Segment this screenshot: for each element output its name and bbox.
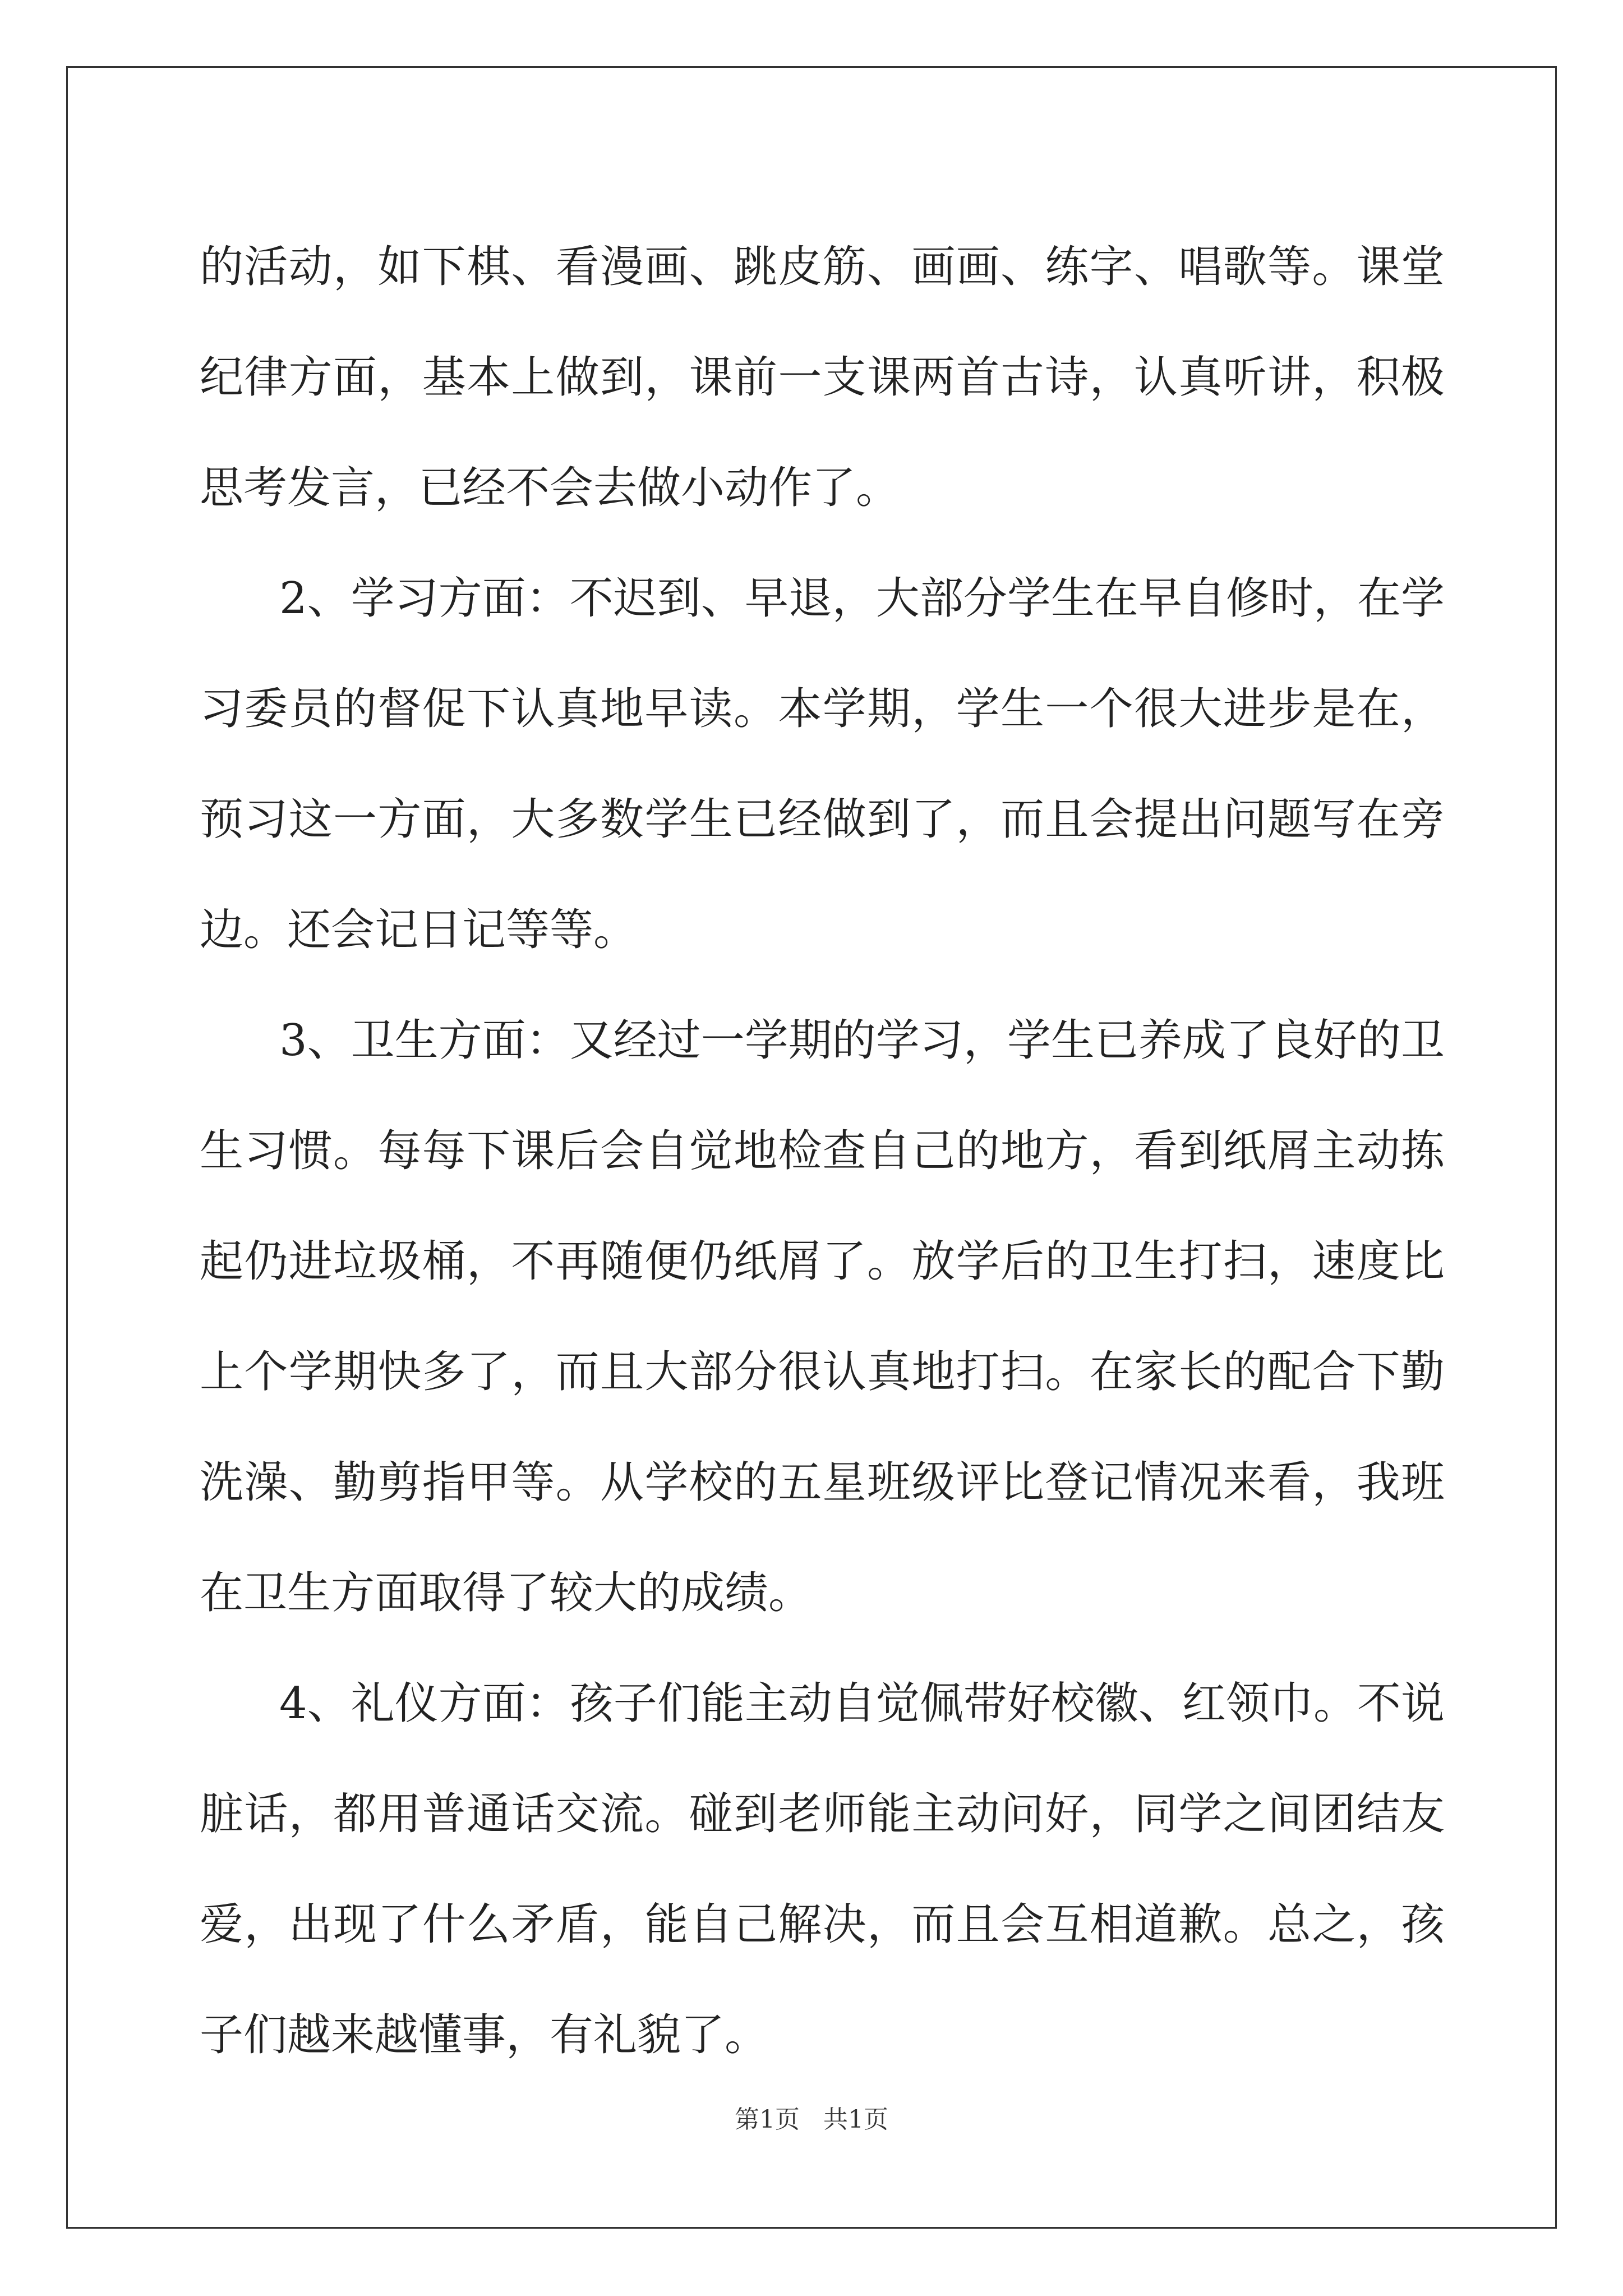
paragraph-etiquette: 4、礼仪方面：孩子们能主动自觉佩带好校徽、红领巾。不说脏话，都用普通话交流。碰到老师能主动问好，同学之间团结友爱，出现了什么矛盾，能自己解决，而且会互相道歉。总之，孩子们越来越懂事，有礼貌了。 <box>200 1678 1445 2060</box>
document-body <box>200 212 1445 2091</box>
page-total: 共1页 <box>823 2105 888 2134</box>
paragraph-hygiene: 3、卫生方面：又经过一学期的学习，学生已养成了良好的卫生习惯。每每下课后会自觉地检查自己的地方，看到纸屑主动拣起仍进垃圾桶，不再随便仍纸屑了。放学后的卫生打扫，速度比上个学期快多了，而且大部分很认真地打扫。在家长的配合下勤洗澡、勤剪指甲等。从学校的五星班级评比登记情况来看，我班在卫生方面取得了较大的成绩。 <box>200 1015 1445 1618</box>
page-number: 第1页 <box>735 2105 800 2134</box>
paragraph-study: 2、学习方面：不迟到、早退，大部分学生在早自修时，在学习委员的督促下认真地早读。本学期，学生一个很大进步是在，预习这一方面，大多数学生已经做到了，而且会提出问题写在旁边。还会记日记等等。 <box>200 573 1445 955</box>
page-footer <box>0 2099 1623 2135</box>
paragraph-activities-discipline: 的活动，如下棋、看漫画、跳皮筋、画画、练字、唱歌等。课堂纪律方面，基本上做到，课前一支课两首古诗，认真听讲，积极思考发言，已经不会去做小动作了。 <box>200 242 1445 513</box>
